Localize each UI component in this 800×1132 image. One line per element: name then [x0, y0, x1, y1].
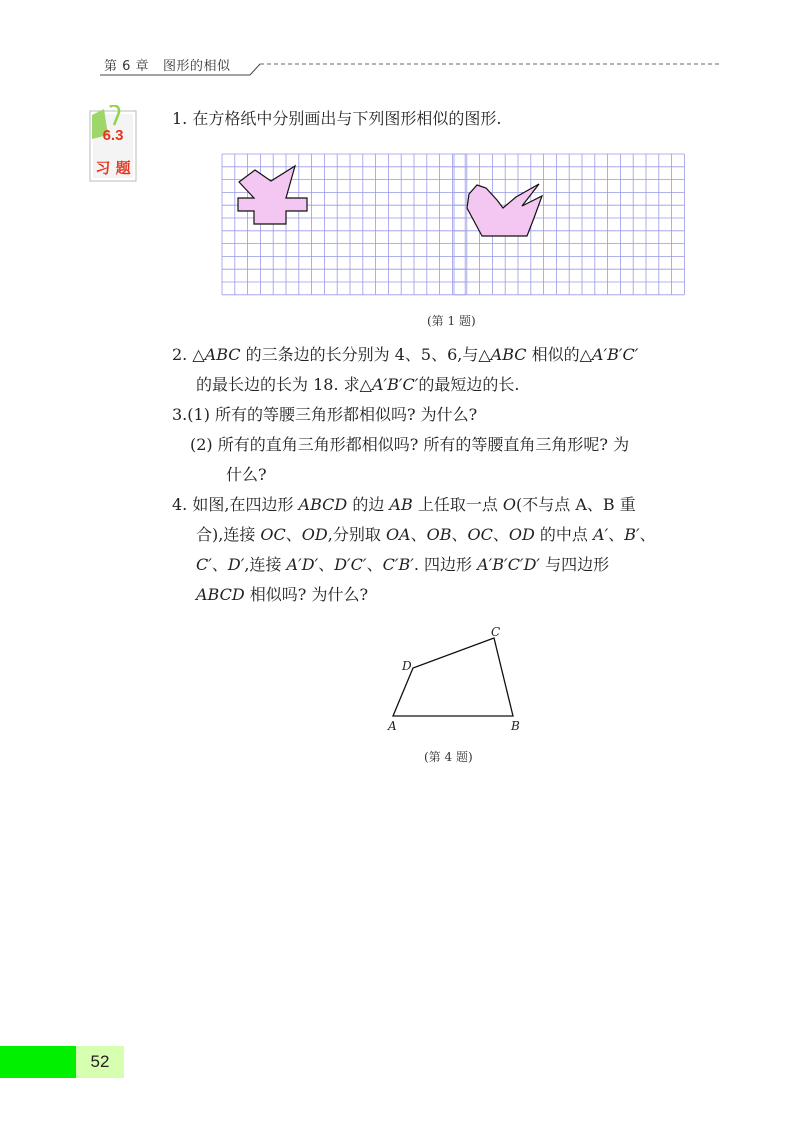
vertex-c-label: C — [491, 625, 501, 639]
text-run: △ — [192, 345, 205, 364]
text-run: 、 — [366, 555, 383, 574]
chapter-number: 第 6 章 — [104, 59, 150, 74]
vertex-b-label: B — [511, 719, 520, 733]
text-run: 相似吗? 为什么? — [244, 585, 369, 604]
figure-4-quadrilateral — [380, 622, 530, 742]
vertex-d-label: D — [402, 659, 412, 673]
question-4-line-3 — [196, 550, 609, 580]
text-run: 上任取一点 — [412, 495, 503, 514]
text-run: 、 — [211, 555, 228, 574]
text-run: ,分别取 — [327, 525, 386, 544]
question-3-number: 3. — [172, 405, 188, 424]
text-run: A′B′C′ — [371, 375, 419, 394]
text-run: AB — [389, 495, 413, 514]
question-4-number: 4. — [172, 495, 188, 514]
question-1 — [172, 104, 501, 134]
text-run: OD — [301, 525, 328, 544]
text-run: ABC — [490, 345, 527, 364]
text-run: 如图,在四边形 — [192, 495, 299, 514]
page-number: 52 — [90, 1052, 110, 1071]
exercise-badge — [84, 105, 140, 185]
text-run: ABC — [204, 345, 241, 364]
quadrilateral-abcd — [393, 638, 513, 716]
text-run: D′ — [227, 555, 245, 574]
figure-1-caption: (第 1 题) — [427, 314, 476, 328]
text-run: C′ — [196, 555, 212, 574]
text-run: C′B′ — [382, 555, 414, 574]
question-3-part-2-line-2: 什么? — [226, 465, 267, 484]
text-run: OC — [260, 525, 286, 544]
badge-section: 6.3 — [102, 127, 124, 144]
text-run: 的中点 — [534, 525, 594, 544]
figure-4-caption: (第 4 题) — [424, 750, 473, 764]
text-run: O — [502, 495, 517, 514]
question-2-number: 2. — [172, 345, 188, 364]
text-run: A′D′ — [286, 555, 319, 574]
text-run: (不与点 A、B 重 — [516, 495, 636, 514]
text-run: 合),连接 — [196, 525, 261, 544]
question-4-line-4 — [196, 580, 368, 610]
text-run: 、 — [318, 555, 335, 574]
text-run: OB — [426, 525, 452, 544]
header-rule — [100, 58, 720, 78]
text-run: B′ — [624, 525, 640, 544]
question-2-line-2 — [196, 370, 519, 400]
question-4-line-1 — [172, 490, 636, 520]
text-run: 与四边形 — [540, 555, 610, 574]
text-run: 、 — [639, 525, 656, 544]
text-run: ,连接 — [244, 555, 287, 574]
text-run: A′ — [593, 525, 609, 544]
cross-arrow-shape — [238, 166, 307, 224]
text-run: 的最长边的长为 18. 求△ — [196, 375, 372, 394]
text-run: A′B′C′D′ — [477, 555, 541, 574]
text-run: OD — [508, 525, 535, 544]
text-run: A′B′C′ — [591, 345, 639, 364]
question-1-number: 1. — [172, 109, 188, 128]
text-run: 、 — [608, 525, 625, 544]
figure-1 — [220, 152, 686, 302]
question-3-part-1 — [172, 400, 477, 430]
badge-label: 习 题 — [95, 159, 131, 177]
text-run: OA — [385, 525, 411, 544]
text-run: 、 — [410, 525, 427, 544]
text-run: 相似的△ — [526, 345, 592, 364]
question-1-text: 在方格纸中分别画出与下列图形相似的图形. — [192, 109, 502, 128]
text-run: 、 — [451, 525, 468, 544]
question-2-line-1 — [172, 340, 638, 370]
text-run: ABCD — [196, 585, 245, 604]
question-3-part-2-line-1: (2) 所有的直角三角形都相似吗? 所有的等腰直角三角形呢? 为 — [190, 435, 630, 454]
text-run: 的最短边的长. — [418, 375, 520, 394]
text-run: 、 — [492, 525, 509, 544]
text-run: ABCD — [298, 495, 348, 514]
text-run: 的边 — [347, 495, 390, 514]
text-run: OC — [467, 525, 493, 544]
text-run: (1) 所有的等腰三角形都相似吗? 为什么? — [187, 405, 478, 424]
text-run: 、 — [285, 525, 302, 544]
text-run: D′C′ — [334, 555, 367, 574]
text-run: 的三条边的长分别为 4、5、6,与△ — [240, 345, 491, 364]
vertex-a-label: A — [388, 719, 397, 733]
text-run: . 四边形 — [413, 555, 478, 574]
chapter-title: 图形的相似 — [162, 59, 231, 74]
question-4-line-2 — [196, 520, 656, 550]
